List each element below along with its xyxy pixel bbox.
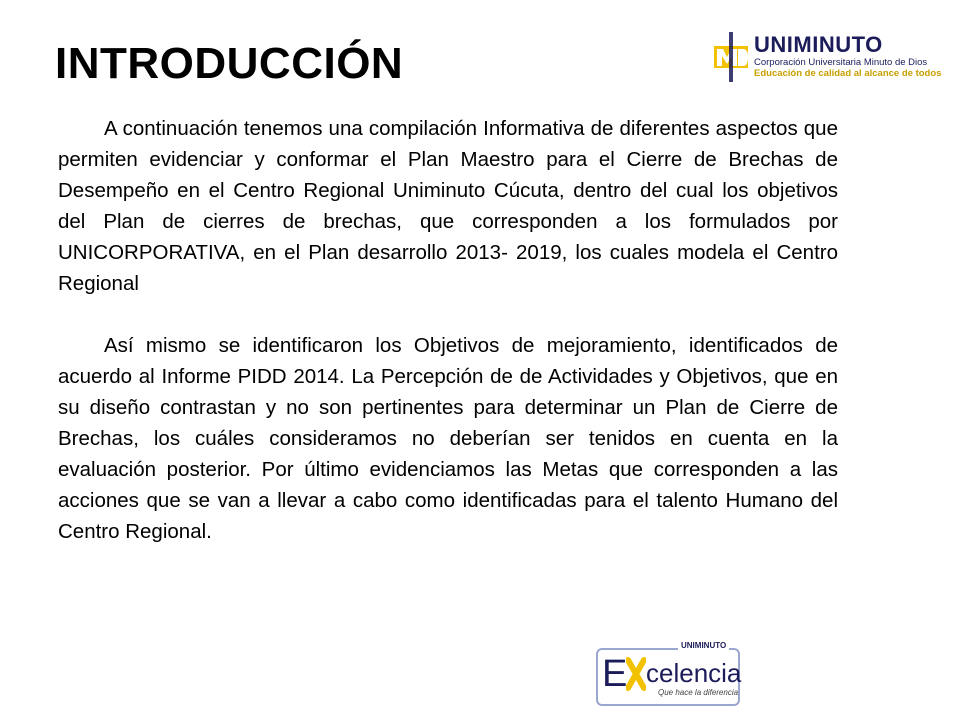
badge-letter-e: E <box>602 653 628 695</box>
page-title: INTRODUCCIÓN <box>55 39 404 88</box>
logo-brand: UNIMINUTO <box>754 32 883 57</box>
logo-subtitle: Corporación Universitaria Minuto de Dios <box>754 57 928 68</box>
uniminuto-logo <box>708 30 942 88</box>
badge-word: celencia <box>646 658 742 688</box>
badge-tagline: Que hace la diferencia <box>658 688 739 697</box>
excelencia-badge <box>596 640 742 710</box>
paragraph: Así mismo se identificaron los Objetivos de mejoramiento, identificados de acuerdo al Informe PIDD 2014. La Percepción de de Actividades y Objetivos, que en su diseño contrastan y no son pertinentes para determinar un Plan de Cierre de Brechas, los cuáles consideramos no deberían ser tenidos en cuenta en la evaluación posterior. Por último evidenciamos las Metas que corresponden a las acciones que se van a llevar a cabo como identificadas para el talento Humano del Centro Regional. <box>58 334 838 543</box>
body-text <box>58 113 838 547</box>
x-mark-icon <box>626 656 646 692</box>
paragraph: A continuación tenemos una compilación Informativa de diferentes aspectos que permiten evidenciar y conformar el Plan Maestro para el Cierre de Brechas de Desempeño en el Centro Regional Uniminuto Cúcuta, dentro del cual los objetivos del Plan de cierres de brechas, que corresponden a los formulados por UNICORPORATIVA, en el Plan desarrollo 2013- 2019, los cuales modela el Centro Regional <box>58 117 838 295</box>
md-logo-icon <box>712 32 750 82</box>
badge-top-label: UNIMINUTO <box>678 640 729 652</box>
logo-slogan: Educación de calidad al alcance de todos <box>754 68 942 79</box>
